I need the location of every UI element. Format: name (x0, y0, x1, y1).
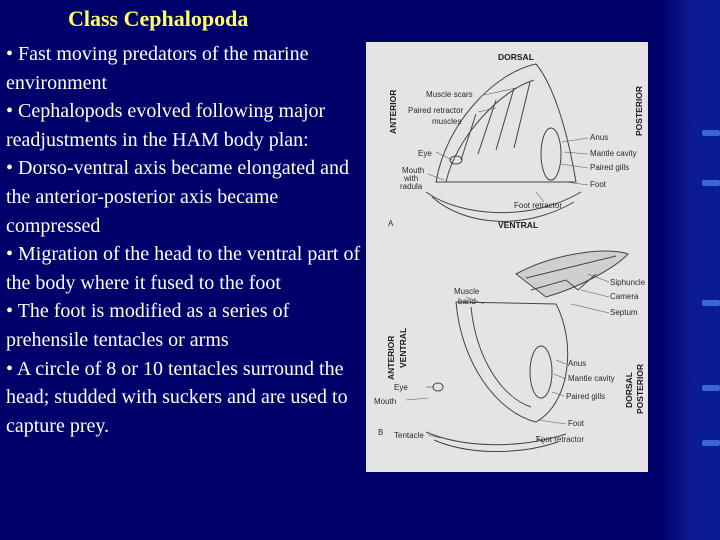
edge-dash-2 (702, 180, 720, 186)
right-edge-glow (660, 0, 720, 540)
label-band: band (458, 297, 476, 306)
label-eye: Eye (418, 149, 432, 158)
label-b-ventral: VENTRAL (398, 327, 408, 368)
edge-dash-3 (702, 300, 720, 306)
panel-b-drawing (426, 251, 628, 452)
label-b-mantle-cavity: Mantle cavity (568, 374, 615, 383)
bullet-item: • Dorso-ventral axis became elongated and the anterior-posterior axis became compressed (6, 157, 349, 237)
cephalopod-anatomy-figure (366, 42, 648, 472)
slide-title: Class Cephalopoda (68, 6, 249, 31)
label-dorsal: DORSAL (498, 52, 534, 62)
label-camera: Camera (610, 292, 639, 301)
label-siphuncle: Siphuncle (610, 278, 646, 287)
label-b-eye: Eye (394, 383, 408, 392)
label-posterior: POSTERIOR (634, 85, 644, 136)
label-ventral: VENTRAL (498, 220, 539, 230)
bullet-item: • A circle of 8 or 10 tentacles surround the head; studded with suckers and are used to capture prey. (6, 357, 348, 437)
label-b-anus: Anus (568, 359, 587, 368)
bullet-item: • Migration of the head to the ventral part of the body where it fused to the foot (6, 243, 361, 294)
bullet-list (6, 40, 366, 440)
label-panel-a: A (388, 219, 394, 228)
label-mouth: Mouth (402, 166, 425, 175)
label-paired-gills: Paired gills (590, 163, 630, 172)
label-muscle-scars: Muscle scars (426, 90, 473, 99)
label-b-anterior: ANTERIOR (386, 335, 396, 380)
edge-dash-4 (702, 385, 720, 391)
label-muscle: Muscle (454, 287, 480, 296)
label-panel-b: B (378, 428, 384, 437)
label-septum: Septum (610, 308, 638, 317)
label-anterior: ANTERIOR (388, 89, 398, 134)
label-with: with (404, 174, 419, 183)
label-muscles: muscles (432, 117, 462, 126)
edge-dash-1 (702, 130, 720, 136)
bullet-item: • Cephalopods evolved following major readjustments in the HAM body plan: (6, 100, 326, 151)
bullet-item: • The foot is modified as a series of prehensile tentacles or arms (6, 300, 290, 351)
label-b-foot: Foot (568, 419, 585, 428)
edge-dash-5 (702, 440, 720, 446)
bullet-item: • Fast moving predators of the marine environment (6, 43, 309, 94)
label-b-posterior: POSTERIOR (635, 363, 645, 414)
label-foot: Foot (590, 180, 607, 189)
label-foot-retractor: Foot retractor (514, 201, 563, 210)
label-b-tentacle: Tentacle (394, 431, 424, 440)
label-b-paired-gills: Paired gills (566, 392, 606, 401)
label-b-mouth: Mouth (374, 397, 397, 406)
label-b-dorsal: DORSAL (624, 372, 634, 408)
label-radula: radula (400, 182, 423, 191)
label-paired-retractor: Paired retractor (408, 106, 464, 115)
label-b-foot-retractor: Foot retractor (536, 435, 585, 444)
panel-a-drawing (426, 64, 581, 221)
label-anus: Anus (590, 133, 609, 142)
label-mantle-cavity: Mantle cavity (590, 149, 637, 158)
anatomy-diagram (366, 42, 648, 472)
